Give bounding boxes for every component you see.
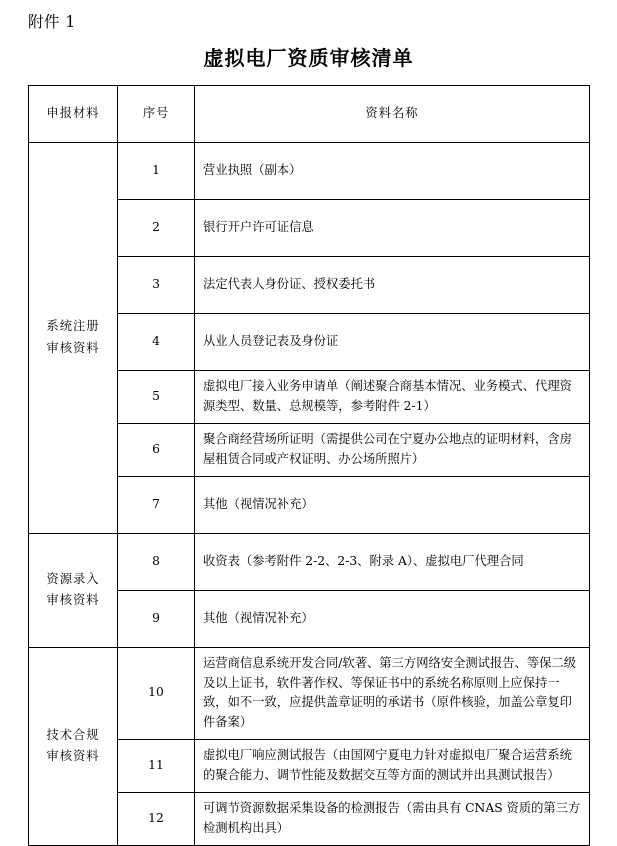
attachment-label: 附件 1 xyxy=(28,13,76,31)
row-no: 8 xyxy=(118,533,195,590)
row-no: 6 xyxy=(118,423,195,476)
row-name: 收资表（参考附件 2-2、2-3、附录 A）、虚拟电厂代理合同 xyxy=(195,533,590,590)
row-name: 虚拟电厂响应测试报告（由国网宁夏电力针对虚拟电厂聚合运营系统的聚合能力、调节性能及数据交互等方面的测试并出具测试报告） xyxy=(195,740,590,793)
row-no: 5 xyxy=(118,371,195,424)
group-label-cell xyxy=(29,647,118,845)
row-no: 1 xyxy=(118,143,195,200)
group-label-line2: 审核资料 xyxy=(46,340,100,355)
table-body xyxy=(29,143,590,846)
page-title: 虚拟电厂资质审核清单 xyxy=(203,46,414,70)
table-header-row xyxy=(29,86,590,143)
table-row xyxy=(29,143,590,200)
row-no: 9 xyxy=(118,590,195,647)
table-row xyxy=(29,647,590,740)
row-name: 营业执照（副本） xyxy=(195,143,590,200)
table-header xyxy=(29,86,590,143)
row-name: 聚合商经营场所证明（需提供公司在宁夏办公地点的证明材料，含房屋租赁合同或产权证明、办公场所照片） xyxy=(195,423,590,476)
group-label-line1: 技术合规 xyxy=(46,727,100,742)
group-label-line1: 资源录入 xyxy=(46,571,100,586)
row-name: 银行开户许可证信息 xyxy=(195,200,590,257)
group-label-line2: 审核资料 xyxy=(46,593,100,608)
row-name: 其他（视情况补充） xyxy=(195,590,590,647)
row-no: 12 xyxy=(118,793,195,846)
row-name: 可调节资源数据采集设备的检测报告（需由具有 CNAS 资质的第三方检测机构出具） xyxy=(195,793,590,846)
column-header-group: 申报材料 xyxy=(29,86,118,143)
group-label-cell xyxy=(29,533,118,647)
group-label-cell xyxy=(29,143,118,534)
column-header-name: 资料名称 xyxy=(195,86,590,143)
row-name: 虚拟电厂接入业务申请单（阐述聚合商基本情况、业务模式、代理资源类型、数量、总规模等，参考附件 2-1） xyxy=(195,371,590,424)
row-no: 10 xyxy=(118,647,195,740)
row-no: 7 xyxy=(118,476,195,533)
row-no: 11 xyxy=(118,740,195,793)
row-name: 从业人员登记表及身份证 xyxy=(195,314,590,371)
group-label-line1: 系统注册 xyxy=(46,319,100,334)
row-name: 法定代表人身份证、授权委托书 xyxy=(195,257,590,314)
group-label-line2: 审核资料 xyxy=(46,749,100,764)
checklist-table xyxy=(28,85,590,846)
row-no: 2 xyxy=(118,200,195,257)
row-no: 4 xyxy=(118,314,195,371)
table-row xyxy=(29,533,590,590)
row-name: 运营商信息系统开发合同/软著、第三方网络安全测试报告、等保二级及以上证书，软件著作权、等保证书中的系统名称原则上应保持一致，如不一致，应提供盖章证明的承诺书（原件核验，加盖公章复印件备案） xyxy=(195,647,590,740)
row-name: 其他（视情况补充） xyxy=(195,476,590,533)
row-no: 3 xyxy=(118,257,195,314)
column-header-no: 序号 xyxy=(118,86,195,143)
